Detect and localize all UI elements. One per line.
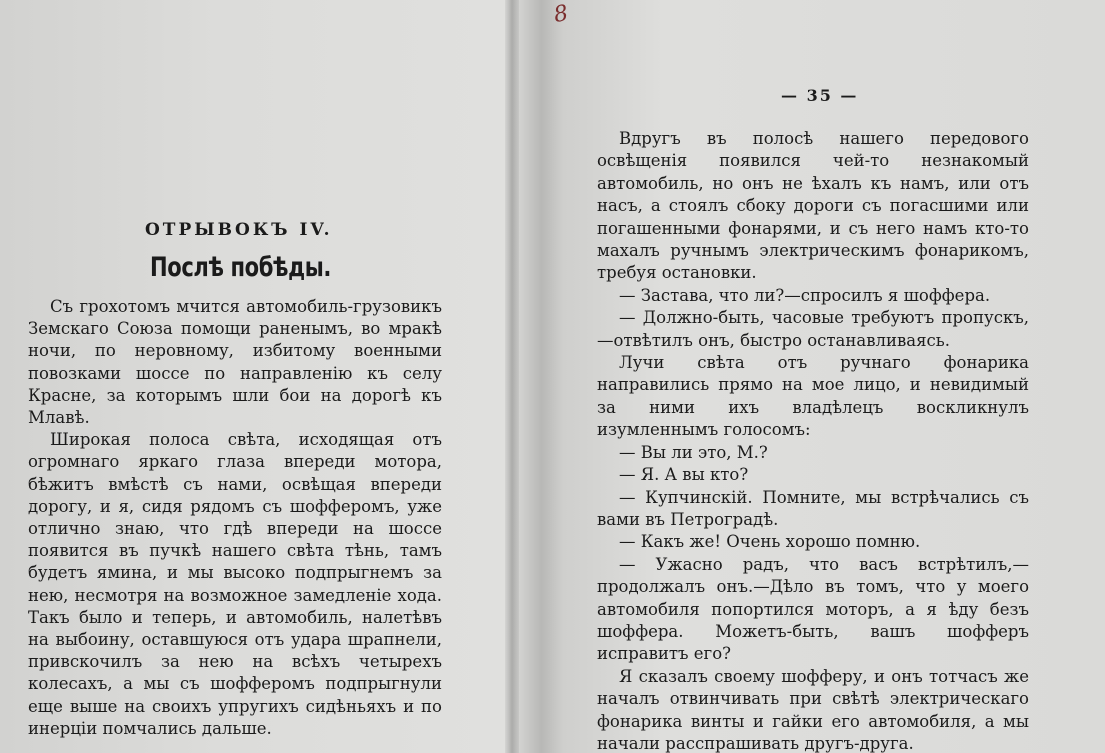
paragraph: Вдругъ въ полосѣ нашего передового освѣщенія появился чей-то незнакомый автомобиль, но онъ не ѣхалъ къ намъ, или отъ насъ, а стоялъ сбоку дороги съ погасшими или погашенными фонарями, и съ него намъ кто-то махалъ ручнымъ электрическимъ фонарикомъ, требуя остановки. bbox=[597, 129, 1029, 283]
handwritten-page-mark: 8 bbox=[551, 0, 571, 29]
paragraph: — Какъ же! Очень хорошо помню. bbox=[619, 532, 921, 552]
paragraph: — Вы ли это, М.? bbox=[619, 442, 768, 462]
paragraph: Съ грохотомъ мчится автомобиль-грузовикъ Земскаго Союза помощи раненымъ, во мракѣ ночи, по неровному, избитому военными повозками шоссе по направленію къ селу Красне, за которымъ шли бои на дорогѣ къ Млавѣ. bbox=[28, 297, 442, 428]
left-page-text bbox=[28, 296, 442, 740]
section-title: Послѣ побѣды. bbox=[150, 252, 332, 283]
left-page bbox=[0, 0, 505, 753]
right-page bbox=[519, 0, 1105, 753]
paragraph: — Купчинскій. Помните, мы встрѣчались съ вами въ Петроградѣ. bbox=[597, 487, 1029, 529]
paragraph: Широкая полоса свѣта, исходящая отъ огромнаго яркаго глаза впереди мотора, бѣжитъ вмѣстѣ съ нами, освѣщая впереди дорогу, и я, сидя рядомъ съ шофферомъ, уже отлично знаю, что гдѣ впереди на шоссе появится въ пучкѣ нашего свѣта тѣнь, тамъ будетъ ямина, и мы высоко подпрыгнемъ за нею, несмотря на возможное замедленіе хода. Такъ было и теперь, и автомобиль, налетѣвъ на выбоину, оставшуюся отъ удара шрапнели, привскочилъ за нею на всѣхъ четырехъ колесахъ, а мы съ шофферомъ подпрыгнули еще выше на своихъ упругихъ сидѣньяхъ и по инерціи помчались дальше. bbox=[28, 430, 442, 738]
section-label: ОТРЫВОКЪ IV. bbox=[145, 220, 333, 240]
paragraph: — Застава, что ли?—спросилъ я шоффера. bbox=[619, 285, 991, 305]
paragraph: Я сказалъ своему шофферу, и онъ тотчасъ же началъ отвинчивать при свѣтѣ электрическаго фонарика винты и гайки его автомобиля, а мы начали расспрашивать другъ-друга. bbox=[597, 666, 1029, 753]
paragraph: — Должно-быть, часовые требуютъ пропускъ,—отвѣтилъ онъ, быстро останавливаясь. bbox=[597, 308, 1029, 350]
paragraph: — Ужасно радъ, что васъ встрѣтилъ,—продолжалъ онъ.—Дѣло въ томъ, что у моего автомобиля попортился моторъ, а я ѣду безъ шоффера. Можетъ-быть, вашъ шофферъ исправитъ его? bbox=[597, 554, 1029, 664]
paragraph: — Я. А вы кто? bbox=[619, 465, 749, 485]
book-gutter bbox=[505, 0, 519, 753]
paragraph: Лучи свѣта отъ ручнаго фонарика направились прямо на мое лицо, и невидимый за ними ихъ владѣлецъ воскликнулъ изумленнымъ голосомъ: bbox=[597, 353, 1029, 440]
right-page-text bbox=[597, 128, 1029, 753]
page-number: — 35 — bbox=[781, 86, 859, 105]
